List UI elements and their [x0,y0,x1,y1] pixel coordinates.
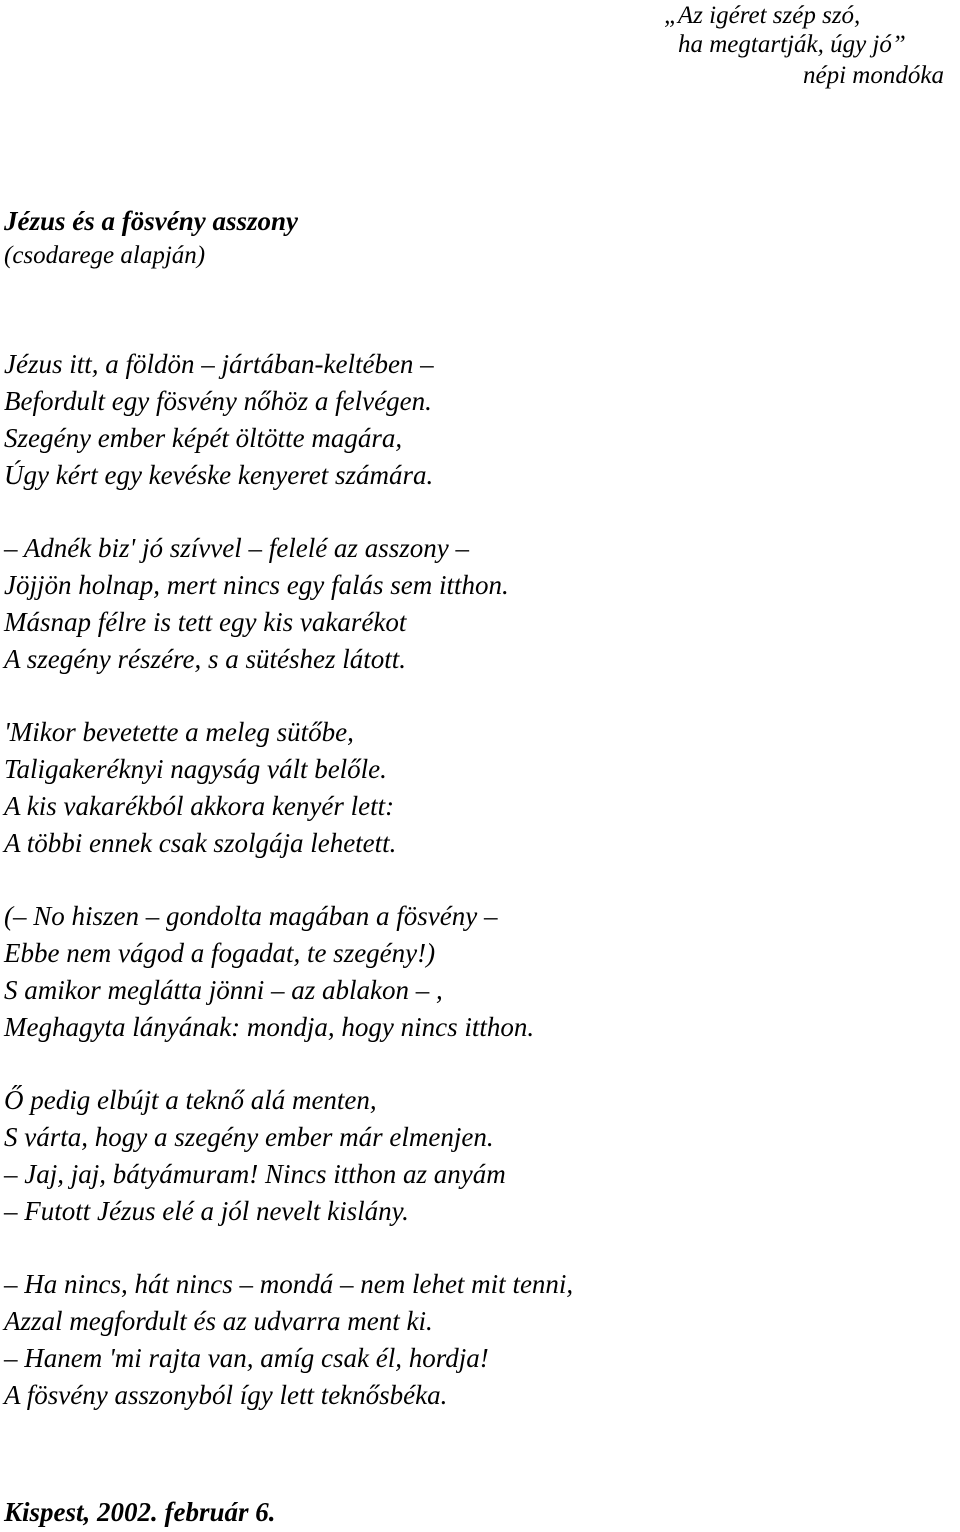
stanza [4,1082,954,1230]
verse-line: Taligakeréknyi nagyság vált belőle. [4,754,387,784]
motto-line-1: „Az igéret szép szó, [664,2,861,29]
verse-line: Szegény ember képét öltötte magára, [4,423,403,453]
verse-line: Jézus itt, a földön – jártában-keltében – [4,349,434,379]
verse-line: Befordult egy fösvény nőhöz a felvégen. [4,386,432,416]
verse-line: – Ha nincs, hát nincs – mondá – nem lehet mit tenni, [4,1269,574,1299]
poem-body [4,346,954,1450]
verse-line: Jöjjön holnap, mert nincs egy falás sem itthon. [4,570,509,600]
poem-heading [4,203,298,273]
poem-title: Jézus és a fösvény asszony [4,206,298,236]
stanza [4,530,954,678]
poem-subtitle: (csodarege alapján) [4,242,206,269]
motto-line-2: ha megtartják, úgy jó” [678,31,906,58]
stanza [4,898,954,1046]
verse-line: – Jaj, jaj, bátyámuram! Nincs itthon az anyám [4,1159,506,1189]
place-date-signature: Kispest, 2002. február 6. [4,1497,276,1527]
verse-line: Ebbe nem vágod a fogadat, te szegény!) [4,938,436,968]
verse-line: S amikor meglátta jönni – az ablakon – , [4,975,443,1005]
verse-line: Ő pedig elbújt a teknő alá menten, [4,1085,377,1115]
verse-line: – Futott Jézus elé a jól nevelt kislány. [4,1196,409,1226]
verse-line: Azzal megfordult és az udvarra ment ki. [4,1306,433,1336]
verse-line: (– No hiszen – gondolta magában a fösvény – [4,901,498,931]
verse-line: S várta, hogy a szegény ember már elmenjen. [4,1122,494,1152]
verse-line: Úgy kért egy kevéske kenyeret számára. [4,460,434,490]
verse-line: Másnap félre is tett egy kis vakarékot [4,607,407,637]
verse-line: A kis vakarékból akkora kenyér lett: [4,791,395,821]
verse-line: Meghagyta lányának: mondja, hogy nincs itthon. [4,1012,535,1042]
verse-line: – Adnék biz' jó szívvel – felelé az asszony – [4,533,469,563]
motto [0,0,960,100]
motto-attribution: népi mondóka [803,62,944,89]
verse-line: 'Mikor bevetette a meleg sütőbe, [4,717,354,747]
stanza [4,714,954,862]
verse-line: – Hanem 'mi rajta van, amíg csak él, hordja! [4,1343,489,1373]
stanza [4,1266,954,1414]
verse-line: A többi ennek csak szolgája lehetett. [4,828,397,858]
stanza [4,346,954,494]
verse-line: A fösvény asszonyból így lett teknősbéka. [4,1380,448,1410]
verse-line: A szegény részére, s a sütéshez látott. [4,644,406,674]
